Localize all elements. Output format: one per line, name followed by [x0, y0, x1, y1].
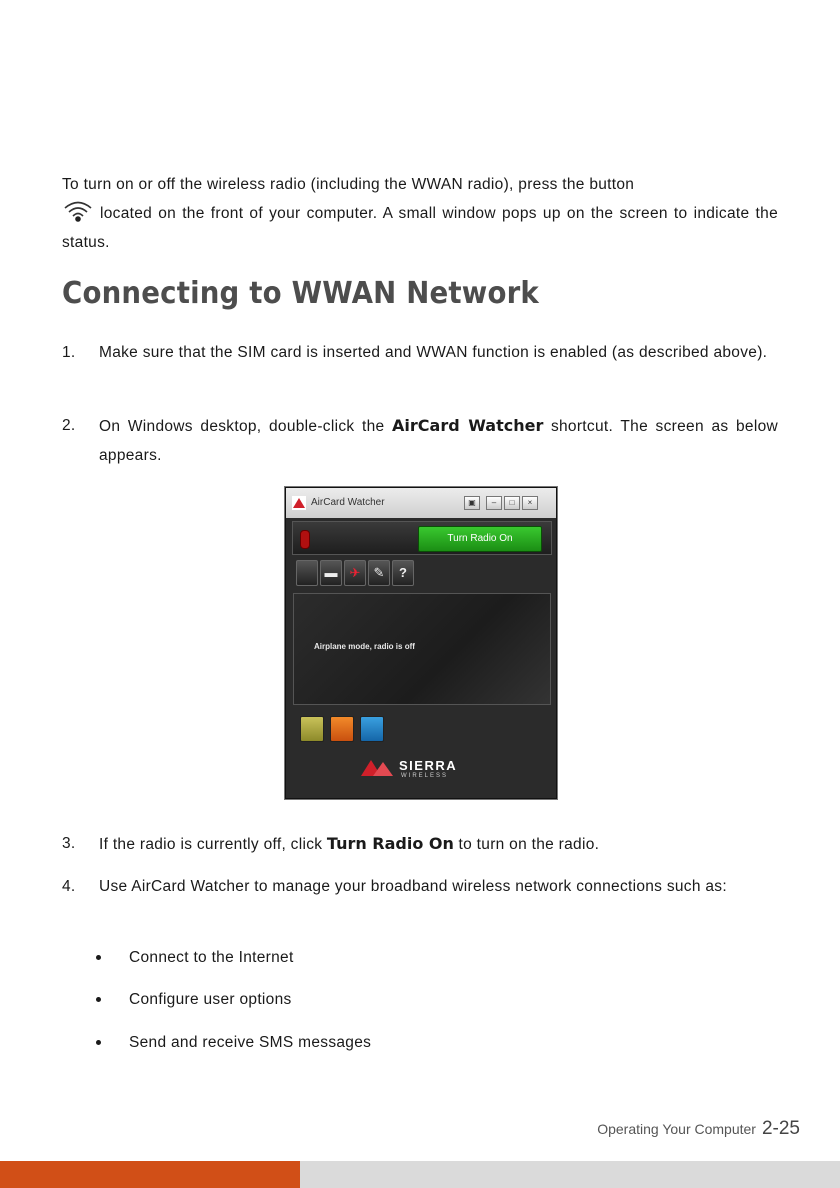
radio-toolbar	[292, 521, 552, 555]
section-title: Connecting to WWAN Network	[62, 276, 539, 311]
window-title: AirCard Watcher	[311, 497, 385, 508]
step-1	[62, 338, 778, 367]
step-text: Use AirCard Watcher to manage your broadband wireless network connections such as:	[99, 878, 727, 895]
footer-gray-bar	[300, 1161, 840, 1188]
page-footer	[597, 1118, 800, 1140]
step-number: 2.	[62, 417, 76, 434]
turn-radio-on-button[interactable]: Turn Radio On	[418, 526, 542, 552]
footer-accent-bar	[0, 1161, 300, 1188]
window-minimize-button[interactable]: –	[486, 496, 502, 510]
step-text: If the radio is currently off, click	[99, 836, 323, 853]
window-titlebar	[286, 488, 556, 518]
status-panel	[293, 593, 551, 705]
sierra-wireless-logo-icon	[361, 756, 397, 778]
bullet-item: Send and receive SMS messages	[96, 1034, 371, 1052]
radio-status-led	[300, 530, 310, 549]
footer-label: Operating Your Computer	[597, 1121, 756, 1137]
connection-app-icon[interactable]	[300, 716, 324, 742]
window-close-button[interactable]: ×	[522, 496, 538, 510]
help-icon[interactable]: ?	[392, 560, 414, 586]
keyword-aircard-watcher: AirCard Watcher	[392, 416, 544, 435]
aircard-watcher-screenshot	[285, 487, 557, 799]
sierra-wireless-brand	[361, 750, 481, 786]
step-4	[62, 872, 778, 901]
messages-app-icon[interactable]	[330, 716, 354, 742]
bullet-item: Configure user options	[96, 991, 292, 1009]
brand-name: SIERRA	[399, 758, 458, 773]
network-app-icon[interactable]	[360, 716, 384, 742]
intro-text-1: To turn on or off the wireless radio (including the WWAN radio), press the button	[62, 176, 635, 193]
bullet-item: Connect to the Internet	[96, 949, 294, 967]
window-maximize-button[interactable]: □	[504, 496, 520, 510]
step-text: On Windows desktop, double-click the	[99, 418, 385, 435]
intro-text-2: located on the front of your computer. A small window pops up on the screen to indicate the status.	[62, 205, 778, 251]
wrench-icon[interactable]: ✎	[368, 560, 390, 586]
step-text: to turn on the radio.	[458, 836, 600, 853]
step-text: shortcut. The screen as below appears.	[99, 418, 778, 464]
step-number: 3.	[62, 835, 76, 852]
step-3	[62, 829, 778, 859]
intro-paragraph	[62, 170, 778, 257]
wireless-button-icon	[62, 200, 94, 222]
brand-subtitle: WIRELESS	[401, 773, 449, 779]
window-settings-button[interactable]: ▣	[464, 496, 480, 510]
sms-icon[interactable]: ▬	[320, 560, 342, 586]
radio-status-text: Airplane mode, radio is off	[314, 642, 415, 651]
step-2	[62, 411, 778, 470]
signal-icon[interactable]	[296, 560, 318, 586]
keyword-turn-radio-on: Turn Radio On	[326, 834, 454, 853]
airplane-icon[interactable]: ✈	[344, 560, 366, 586]
step-number: 1.	[62, 344, 76, 361]
step-text: Make sure that the SIM card is inserted and WWAN function is enabled (as described above).	[99, 344, 768, 361]
page-number: 2-25	[761, 1118, 800, 1139]
step-number: 4.	[62, 878, 76, 895]
sierra-logo-icon	[292, 496, 306, 510]
